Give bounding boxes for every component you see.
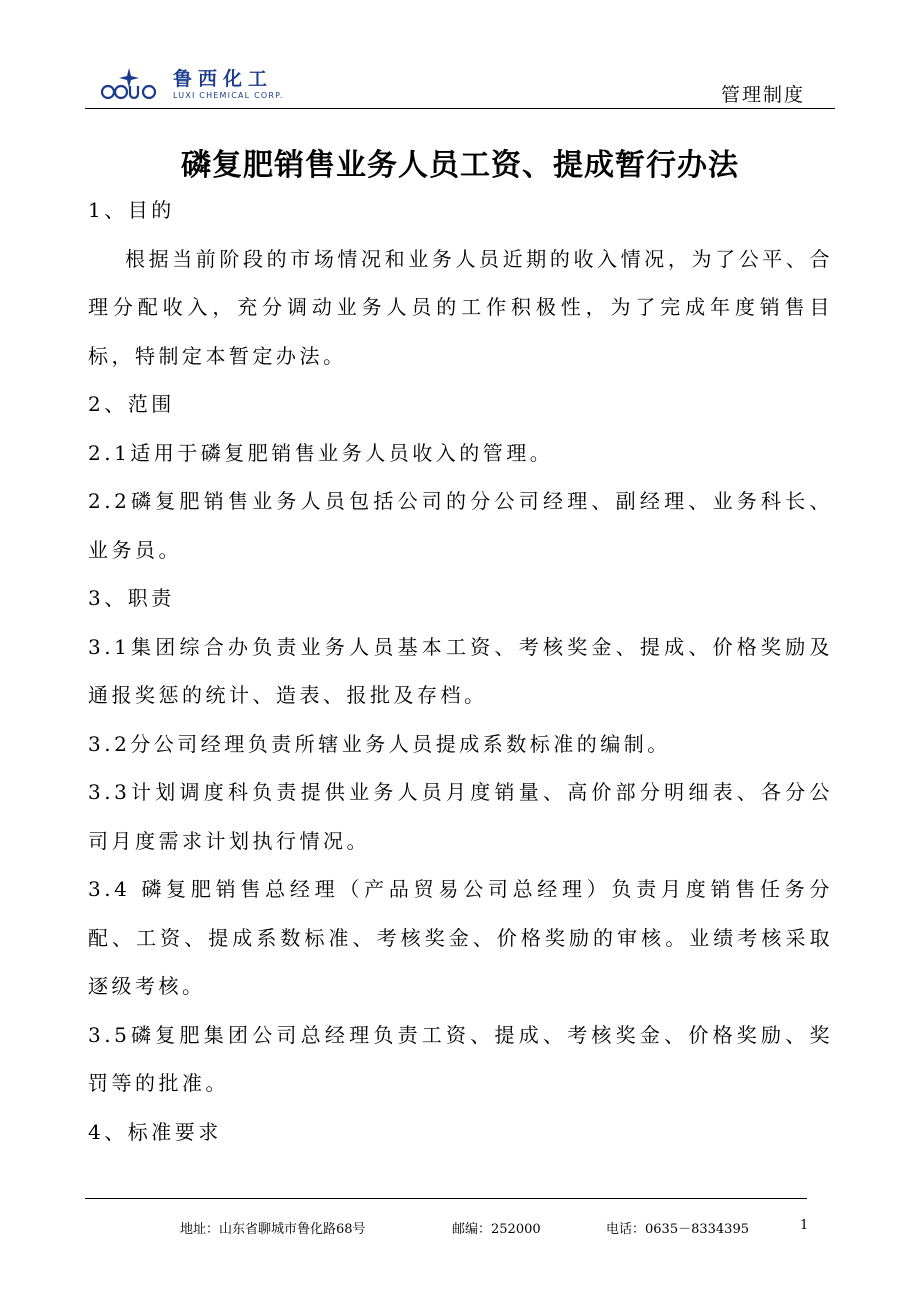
scope-item-2-1: 2.1适用于磷复肥销售业务人员收入的管理。 <box>88 440 554 465</box>
purpose-paragraph: 根据当前阶段的市场情况和业务人员近期的收入情况，为了公平、合理分配收入，充分调动业务人员的工作积极性，为了完成年度销售目标，特制定本暂定办法。 <box>88 246 833 368</box>
footer-zip: 邮编：252000 <box>452 1222 541 1237</box>
section-heading-purpose: 1、目的 <box>88 198 175 222</box>
section-heading-standards: 4、标准要求 <box>88 1119 222 1144</box>
document-type: 管理制度 <box>720 84 805 106</box>
duty-item-3-3: 3.3计划调度科负责提供业务人员月度销量、高价部分明细表、各分公司月度需求计划执行情况。 <box>88 780 833 853</box>
section-heading-duties: 3、职责 <box>88 586 175 610</box>
duty-item-3-1: 3.1集团综合办负责业务人员基本工资、考核奖金、提成、价格奖励及通报奖惩的统计、造表、报批及存档。 <box>88 634 833 707</box>
footer-address: 地址：山东省聊城市鲁化路68号 <box>180 1222 366 1237</box>
scope-item-2-2: 2.2磷复肥销售业务人员包括公司的分公司经理、副经理、业务科长、业务员。 <box>88 489 833 562</box>
document-body <box>88 186 833 1156</box>
duty-item-3-2: 3.2分公司经理负责所辖业务人员提成系数标准的编制。 <box>88 731 671 756</box>
footer-phone: 电话：0635－8334395 <box>606 1222 749 1237</box>
logo-english-name: LUXI CHEMICAL CORP. <box>173 91 284 100</box>
logo-chinese-name: 鲁西化工 <box>173 68 274 90</box>
duty-item-3-4: 3.4 磷复肥销售总经理（产品贸易公司总经理）负责月度销售任务分配、工资、提成系数标准、考核奖金、价格奖励的审核。业绩考核采取逐级考核。 <box>88 877 833 998</box>
document-title: 磷复肥销售业务人员工资、提成暂行办法 <box>181 148 739 183</box>
footer-divider <box>85 1198 807 1199</box>
header-divider <box>85 108 835 109</box>
duty-item-3-5: 3.5磷复肥集团公司总经理负责工资、提成、考核奖金、价格奖励、奖罚等的批准。 <box>88 1022 833 1095</box>
section-heading-scope: 2、范围 <box>88 392 175 416</box>
page-number: 1 <box>800 1218 809 1233</box>
company-logo <box>99 64 299 108</box>
page-header <box>85 62 835 110</box>
luxi-logo-icon <box>99 66 159 106</box>
